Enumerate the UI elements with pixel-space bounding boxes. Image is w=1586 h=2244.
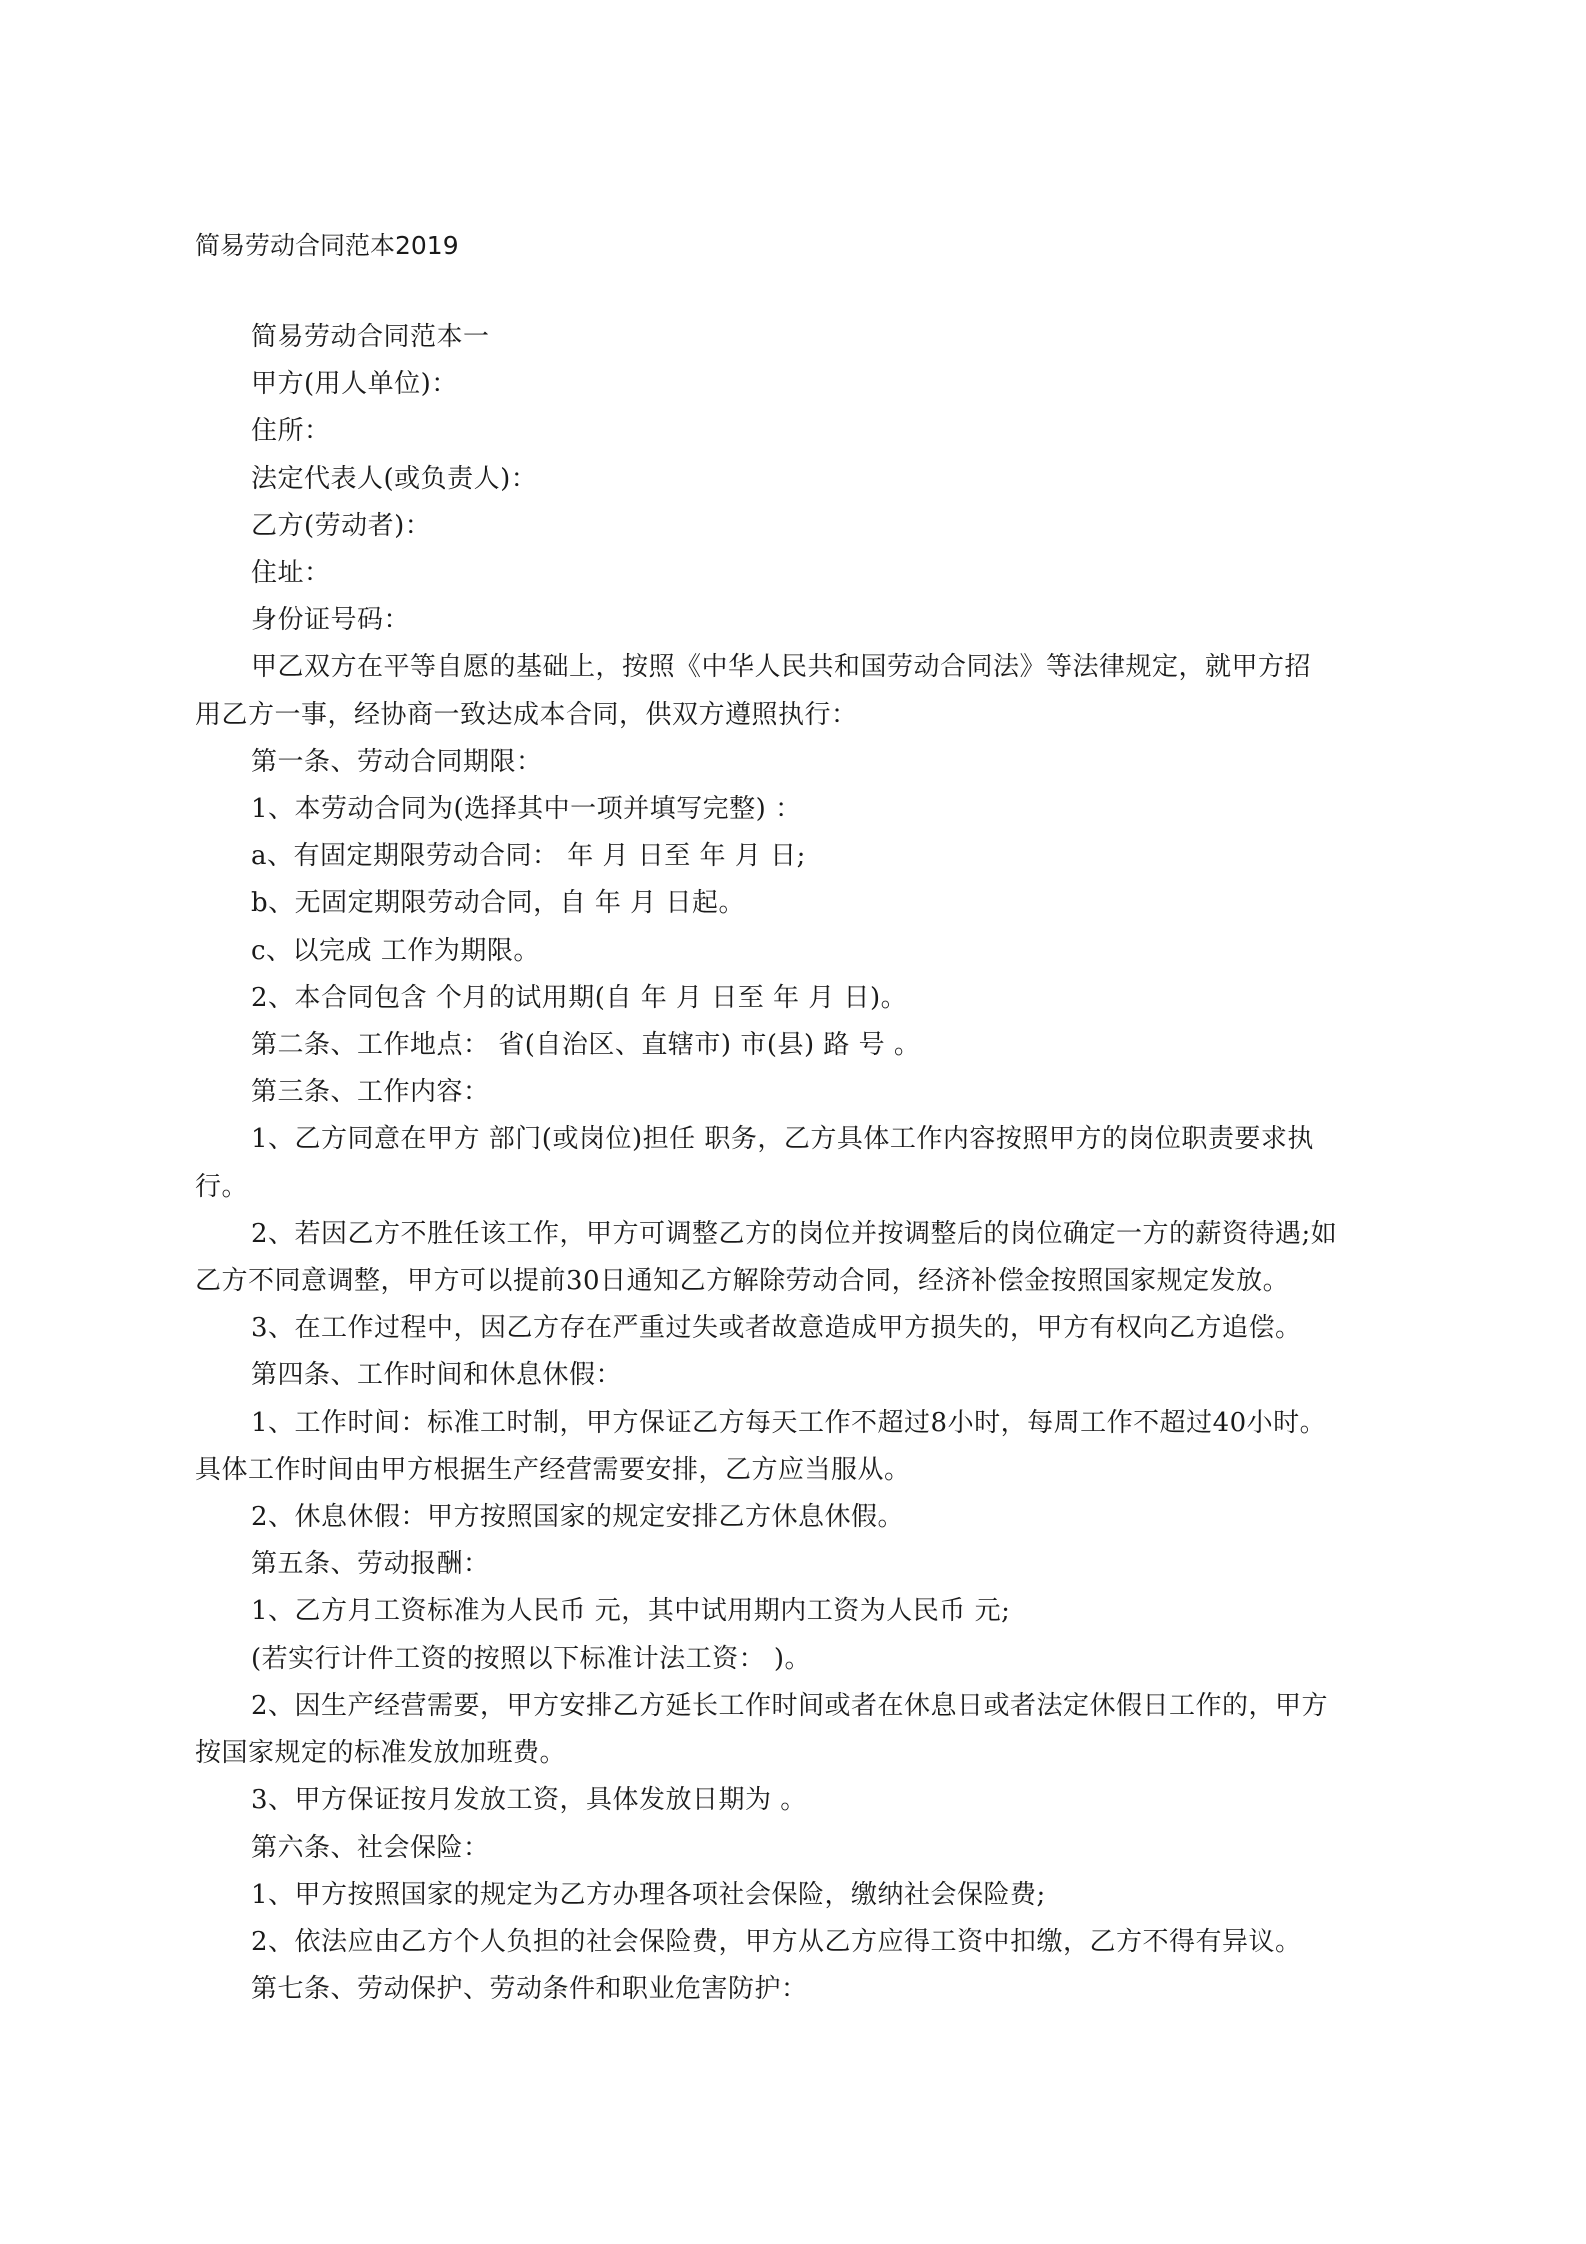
document-line: 行。 — [195, 1171, 249, 1202]
document-line: 第六条、社会保险： — [251, 1832, 490, 1863]
document-line: 1、乙方月工资标准为人民币 元，其中试用期内工资为人民币 元; — [251, 1596, 1011, 1627]
document-line: 用乙方一事，经协商一致达成本合同，供双方遵照执行： — [195, 699, 858, 730]
document-line: 1、甲方按照国家的规定为乙方办理各项社会保险，缴纳社会保险费; — [251, 1879, 1046, 1910]
document-line: 2、本合同包含 个月的试用期(自 年 月 日至 年 月 日)。 — [251, 982, 908, 1013]
document-line: 法定代表人(或负责人)： — [251, 463, 538, 494]
document-line: 简易劳动合同范本一 — [251, 322, 490, 352]
document-line: 乙方(劳动者)： — [251, 510, 432, 541]
document-line: 甲乙双方在平等自愿的基础上，按照《中华人民共和国劳动合同法》等法律规定，就甲方招 — [251, 652, 1312, 683]
document-line: 2、依法应由乙方个人负担的社会保险费，甲方从乙方应得工资中扣缴，乙方不得有异议。 — [251, 1926, 1302, 1957]
document-line: 甲方(用人单位)： — [251, 369, 458, 400]
document-line: 第二条、工作地点： 省(自治区、直辖市) 市(县) 路 号 。 — [251, 1030, 921, 1061]
document-line: 1、乙方同意在甲方 部门(或岗位)担任 职务，乙方具体工作内容按照甲方的岗位职责要求执 — [251, 1124, 1314, 1155]
document-title: 简易劳动合同范本2019 — [195, 231, 459, 260]
document-line: 1、工作时间：标准工时制，甲方保证乙方每天工作不超过8小时，每周工作不超过40小时。 — [251, 1407, 1327, 1438]
document-line: 按国家规定的标准发放加班费。 — [195, 1738, 567, 1769]
document-line: 2、因生产经营需要，甲方安排乙方延长工作时间或者在休息日或者法定休假日工作的，甲方 — [251, 1690, 1329, 1721]
document-line: 第一条、劳动合同期限： — [251, 746, 543, 777]
document-line: 住所： — [251, 416, 331, 447]
document-line: 具体工作时间由甲方根据生产经营需要安排，乙方应当服从。 — [195, 1454, 911, 1485]
document-line: 乙方不同意调整，甲方可以提前30日通知乙方解除劳动合同，经济补偿金按照国家规定发放。 — [195, 1266, 1290, 1297]
document-line: b、无固定期限劳动合同，自 年 月 日起。 — [251, 888, 745, 919]
document-line: 2、若因乙方不胜任该工作，甲方可调整乙方的岗位并按调整后的岗位确定一方的薪资待遇;如 — [251, 1218, 1338, 1249]
document-line: 1、本劳动合同为(选择其中一项并填写完整) ： — [251, 794, 802, 825]
document-line: 3、在工作过程中，因乙方存在严重过失或者故意造成甲方损失的，甲方有权向乙方追偿。 — [251, 1313, 1302, 1344]
document-line: a、有固定期限劳动合同： 年 月 日至 年 月 日; — [251, 841, 806, 872]
document-line: 2、休息休假：甲方按照国家的规定安排乙方休息休假。 — [251, 1502, 905, 1533]
document-line: c、以完成 工作为期限。 — [251, 935, 540, 966]
document-line: 3、甲方保证按月发放工资，具体发放日期为 。 — [251, 1785, 807, 1816]
document-line: 第七条、劳动保护、劳动条件和职业危害防护： — [251, 1974, 808, 2005]
document-line: (若实行计件工资的按照以下标准计法工资： )。 — [251, 1643, 812, 1674]
document-line: 住址： — [251, 558, 331, 589]
document-body — [195, 314, 1413, 2013]
document-line: 身份证号码： — [251, 605, 411, 636]
document-line: 第三条、工作内容： — [251, 1077, 490, 1108]
document-line: 第五条、劳动报酬： — [251, 1549, 490, 1580]
document-line: 第四条、工作时间和休息休假： — [251, 1360, 623, 1391]
